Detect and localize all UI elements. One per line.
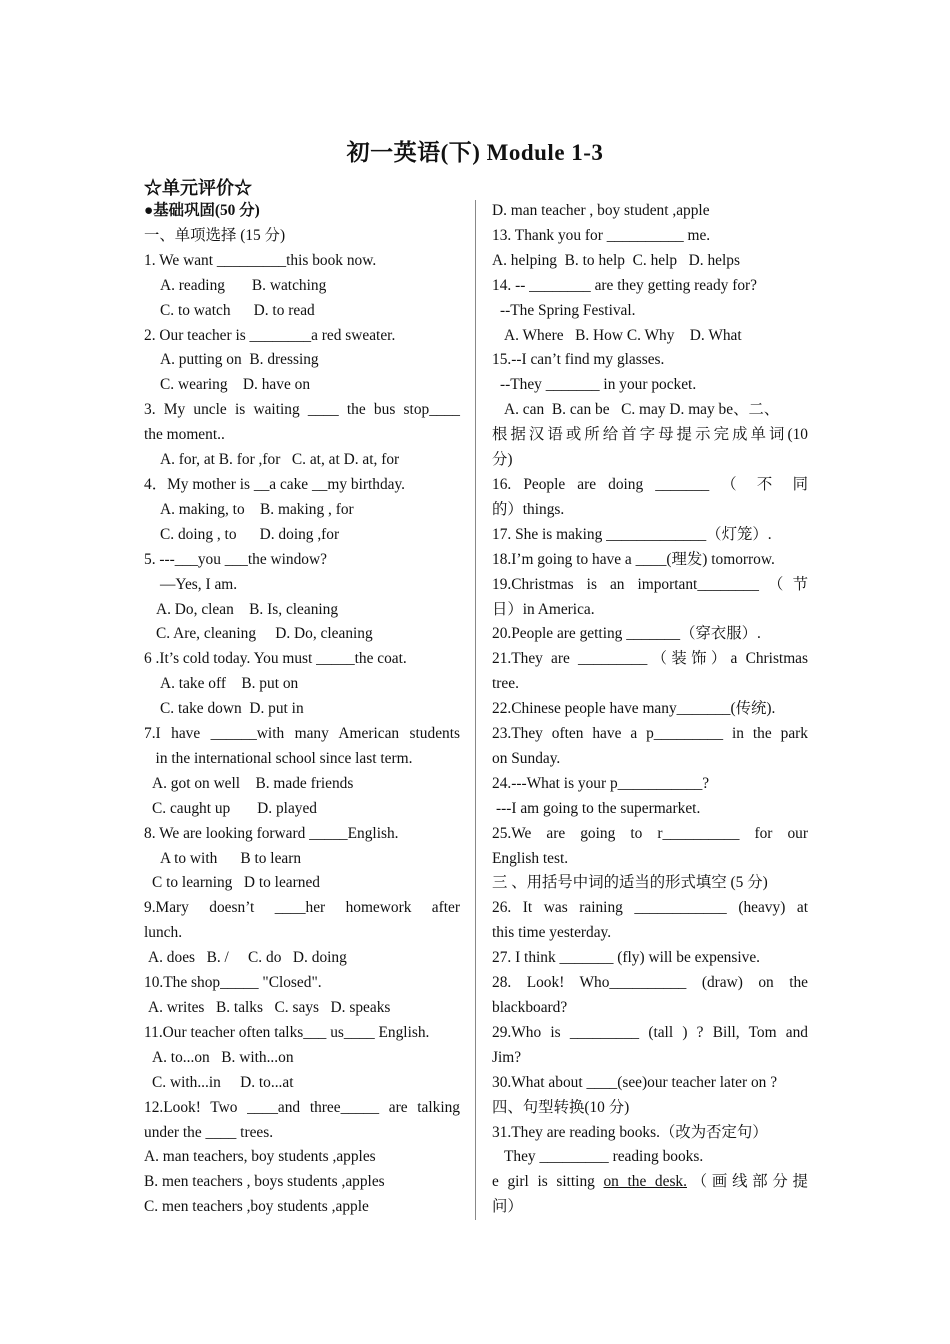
question-line: English test. — [492, 849, 569, 867]
question-line: A. man teachers, boy students ,apples — [144, 1148, 376, 1166]
question-line: They _________ reading books. — [504, 1148, 704, 1166]
right-column — [492, 199, 808, 1220]
question-line: A. does B. / C. do D. doing — [148, 949, 347, 967]
question-line: 28. Look! Who__________ (draw) on the — [492, 974, 808, 992]
question-line: 21.They are _________（装饰）a Christmas — [492, 650, 808, 668]
question-line: 31.They are reading books.（改为否定句） — [492, 1123, 768, 1141]
question-line: 18.I’m going to have a ____(理发) tomorrow. — [492, 550, 775, 568]
question-line: C. Are, cleaning D. Do, cleaning — [156, 625, 373, 643]
question-line: --They _______ in your pocket. — [500, 376, 697, 394]
question-line: A. helping B. to help C. help D. helps — [492, 251, 740, 269]
question-line: 根据汉语或所给首字母提示完成单词(10 — [492, 426, 808, 444]
question-line: C. caught up D. played — [152, 799, 317, 817]
question-line: 12.Look! Two ____and three_____ are talking — [144, 1098, 460, 1116]
question-line: A. for, at B. for ,for C. at, at D. at, for — [160, 451, 400, 469]
question-line: 4．My mother is __a cake __my birthday. — [144, 475, 406, 493]
question-line: 分) — [492, 451, 513, 469]
question-line: B. men teachers , boys students ,apples — [144, 1173, 385, 1191]
question-line: 10.The shop_____ "Closed". — [144, 974, 322, 992]
question-line: C. with...in D. to...at — [152, 1073, 294, 1091]
question-line: A. can B. can be C. may D. may be、二、 — [504, 401, 780, 419]
question-line: on Sunday. — [492, 749, 561, 767]
underlined-text: on the desk. — [603, 1173, 687, 1191]
question-line: —Yes, I am. — [160, 575, 238, 593]
question-line: the moment.. — [144, 426, 225, 444]
question-line: 19.Christmas is an important________（节 — [492, 575, 808, 593]
question-line: 30.What about ____(see)our teacher later on ? — [492, 1073, 778, 1091]
question-line: 问） — [492, 1198, 523, 1216]
question-line: 三 、用括号中词的适当的形式填空 (5 分) — [492, 874, 768, 892]
question-line: 2. Our teacher is ________a red sweater. — [144, 326, 396, 344]
question-line: D. man teacher , boy student ,apple — [492, 202, 710, 219]
question-line: A. writes B. talks C. says D. speaks — [148, 999, 391, 1016]
question-line: 16. People are doing _______ （ 不 同 — [492, 475, 808, 493]
question-line: 14. -- ________ are they getting ready for? — [492, 276, 757, 294]
question-line: this time yesterday. — [492, 924, 612, 942]
question-line: C. doing , to D. doing ,for — [160, 525, 340, 543]
question-line: 3. My uncle is waiting ____ the bus stop____ — [144, 401, 460, 419]
question-line: --The Spring Festival. — [500, 301, 636, 319]
page-title: 初一英语(下) Module 1-3 — [346, 140, 604, 165]
question-line: A. to...on B. with...on — [152, 1048, 294, 1066]
left-column — [144, 199, 460, 1220]
question-line: 27. I think _______ (fly) will be expensive. — [492, 949, 761, 967]
question-line: 26. It was raining ____________ (heavy) at — [492, 899, 808, 917]
question-line: C. men teachers ,boy students ,apple — [144, 1198, 369, 1216]
column-divider — [475, 200, 476, 1220]
question-line: 7.I have ______with many American students — [144, 725, 460, 743]
question-line: 5. ---___you ___the window? — [144, 550, 327, 568]
question-line: 9.Mary doesn’t ____her homework after — [144, 899, 460, 917]
question-line: 17. She is making _____________（灯笼）. — [492, 525, 772, 543]
question-line: 15.--I can’t find my glasses. — [492, 351, 665, 369]
question-line: ●基础巩固(50 分) — [144, 202, 260, 219]
question-line: 23.They often have a p_________ in the park — [492, 725, 808, 743]
question-line: 的）things. — [492, 500, 565, 518]
question-line: 四、句型转换(10 分) — [492, 1098, 630, 1116]
question-line: A. Where B. How C. Why D. What — [504, 326, 742, 344]
question-line: tree. — [492, 675, 519, 693]
question-line: 1. We want _________this book now. — [144, 251, 377, 269]
question-line: C to learning D to learned — [152, 874, 320, 892]
question-line: 一、单项选择 (15 分) — [144, 226, 286, 244]
question-line: in the international school since last term. — [144, 749, 413, 767]
question-line: Jim? — [492, 1048, 522, 1066]
question-line: A. got on well B. made friends — [152, 774, 354, 792]
line-text: e girl is sitting — [492, 1173, 604, 1191]
question-line: under the ____ trees. — [144, 1123, 274, 1141]
question-line: A. reading B. watching — [160, 276, 327, 294]
question-line: A. Do, clean B. Is, cleaning — [156, 600, 339, 618]
question-line: A. take off B. put on — [160, 675, 299, 693]
question-line: 13. Thank you for __________ me. — [492, 226, 711, 244]
question-line: 11.Our teacher often talks___ us____ English. — [144, 1023, 430, 1041]
section-subtitle: ☆单元评价☆ — [144, 178, 252, 198]
question-line — [492, 1170, 808, 1195]
question-line: 29.Who is _________ (tall ) ? Bill, Tom and — [492, 1023, 808, 1041]
question-line: blackboard? — [492, 999, 568, 1016]
question-line: lunch. — [144, 924, 183, 942]
question-line: 22.Chinese people have many_______(传统). — [492, 700, 776, 718]
question-line: 25.We are going to r__________ for our — [492, 824, 808, 842]
line-text: （画线部分提 — [686, 1173, 808, 1191]
question-line: A to with B to learn — [160, 849, 302, 867]
question-line: 24.---What is your p___________? — [492, 774, 710, 792]
question-line: A. making, to B. making , for — [160, 500, 354, 518]
question-line: 日）in America. — [492, 600, 595, 618]
question-line: C. to watch D. to read — [160, 301, 315, 319]
question-line: C. take down D. put in — [160, 700, 304, 718]
question-line: ---I am going to the supermarket. — [496, 799, 701, 817]
question-line: C. wearing D. have on — [160, 376, 311, 394]
question-line: 20.People are getting _______（穿衣服）. — [492, 625, 761, 643]
question-line: 6 .It’s cold today. You must _____the coat. — [144, 650, 407, 668]
question-line: A. putting on B. dressing — [160, 351, 319, 369]
question-line: 8. We are looking forward _____English. — [144, 824, 399, 842]
